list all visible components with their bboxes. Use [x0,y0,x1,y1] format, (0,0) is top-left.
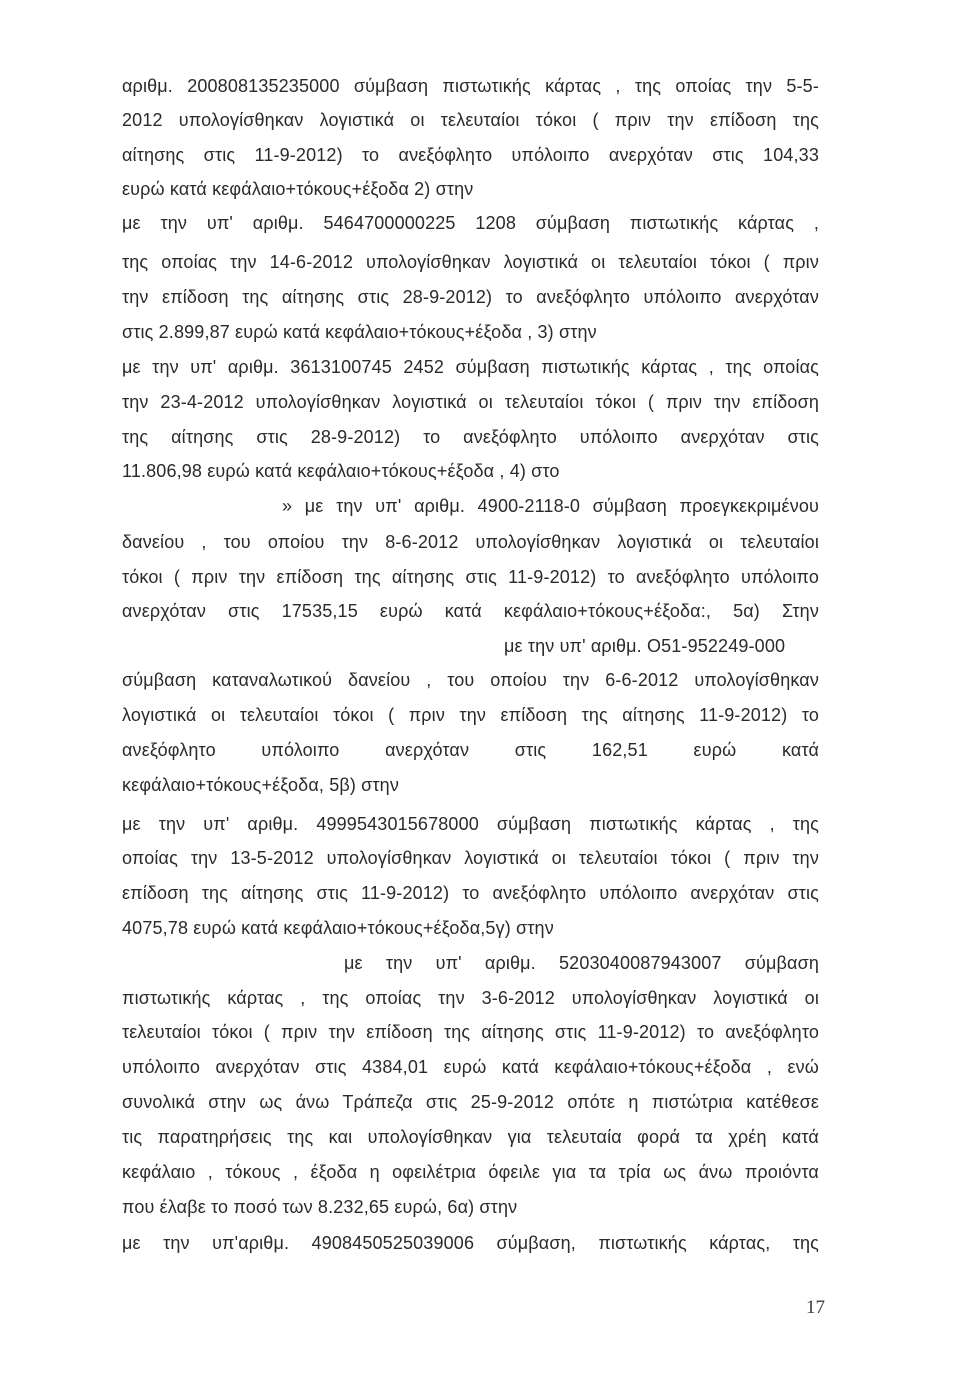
text-line-1: αριθμ. 200808135235000 σύμβαση πιστωτικής κάρτας , της οποίας την 5-5- [122,76,819,96]
text-line-32: κεφάλαιο , τόκους , έξοδα η οφειλέτρια όφειλε για τα τρία ως άνω προιόντα [122,1162,819,1182]
text-line-27: πιστωτικής κάρτας , της οποίας την 3-6-2012 υπολογίσθηκαν λογιστικά οι [122,988,819,1008]
text-line-14: δανείου , του οποίου την 8-6-2012 υπολογίσθηκαν λογιστικά οι τελευταίοι [122,532,819,552]
text-line-15: τόκοι ( πριν την επίδοση της αίτησης στις 11-9-2012) το ανεξόφλητο υπόλοιπο [122,567,819,587]
text-line-30: συνολικά στην ως άνω Τράπεζα στις 25-9-2012 οπότε η πιστώτρια κατέθεσε [122,1092,819,1112]
text-line-18: σύμβαση καταναλωτικού δανείου , του οποίου την 6-6-2012 υπολογίσθηκαν [122,670,819,690]
text-line-16: ανερχόταν στις 17535,15 ευρώ κατά κεφάλαιο+τόκους+έξοδα:, 5α) Στην [122,601,819,621]
page-number: 17 [806,1297,825,1318]
text-line-2: 2012 υπολογίσθηκαν λογιστικά οι τελευταίοι τόκοι ( πριν την επίδοση της [122,110,819,130]
text-line-33: που έλαβε το ποσό των 8.232,65 ευρώ, 6α) στην [122,1197,518,1217]
text-line-34: με την υπ'αριθμ. 4908450525039006 σύμβαση, πιστωτικής κάρτας, της [122,1233,819,1253]
text-line-23: οποίας την 13-5-2012 υπολογίσθηκαν λογιστικά οι τελευταίοι τόκοι ( πριν την [122,848,819,868]
text-line-31: τις παρατηρήσεις της και υπολογίσθηκαν για τελευταία φορά τα χρέη κατά [122,1127,819,1147]
text-line-7: την επίδοση της αίτησης στις 28-9-2012) το ανεξόφλητο υπόλοιπο ανερχόταν [122,287,819,307]
text-line-26: με την υπ' αριθμ. 5203040087943007 σύμβαση [344,953,819,973]
text-line-25: 4075,78 ευρώ κατά κεφάλαιο+τόκους+έξοδα,5γ) στην [122,918,554,938]
text-line-24: επίδοση της αίτησης στις 11-9-2012) το ανεξόφλητο υπόλοιπο ανερχόταν στις [122,883,819,903]
text-line-8: στις 2.899,87 ευρώ κατά κεφάλαιο+τόκους+έξοδα , 3) στην [122,322,597,342]
text-line-10: την 23-4-2012 υπολογίσθηκαν λογιστικά οι τελευταίοι τόκοι ( πριν την επίδοση [122,392,819,412]
text-line-29: υπόλοιπο ανερχόταν στις 4384,01 ευρώ κατά κεφάλαιο+τόκους+έξοδα , ενώ [122,1057,819,1077]
text-line-11: της αίτησης στις 28-9-2012) το ανεξόφλητο υπόλοιπο ανερχόταν στις [122,427,819,447]
text-line-6: της οποίας την 14-6-2012 υπολογίσθηκαν λογιστικά οι τελευταίοι τόκοι ( πριν [122,252,819,272]
text-line-19: λογιστικά οι τελευταίοι τόκοι ( πριν την επίδοση της αίτησης 11-9-2012) το [122,705,819,725]
text-line-3: αίτησης στις 11-9-2012) το ανεξόφλητο υπόλοιπο ανερχόταν στις 104,33 [122,145,819,165]
text-line-4: ευρώ κατά κεφάλαιο+τόκους+έξοδα 2) στην [122,179,474,199]
text-line-22: με την υπ' αριθμ. 4999543015678000 σύμβαση πιστωτικής κάρτας , της [122,814,819,834]
text-line-9: με την υπ' αριθμ. 3613100745 2452 σύμβαση πιστωτικής κάρτας , της οποίας [122,357,819,377]
text-line-20: ανεξόφλητο υπόλοιπο ανερχόταν στις 162,51 ευρώ κατά [122,740,819,760]
text-line-28: τελευταίοι τόκοι ( πριν την επίδοση της αίτησης στις 11-9-2012) το ανεξόφλητο [122,1022,819,1042]
text-line-21: κεφάλαιο+τόκους+έξοδα, 5β) στην [122,775,399,795]
text-line-12: 11.806,98 ευρώ κατά κεφάλαιο+τόκους+έξοδα , 4) στο [122,461,560,481]
text-line-5: με την υπ' αριθμ. 5464700000225 1208 σύμβαση πιστωτικής κάρτας , [122,213,819,233]
text-line-17: με την υπ' αριθμ. O51-952249-000 [504,636,786,656]
text-line-13: » με την υπ' αριθμ. 4900-2118-0 σύμβαση προεγκεκριμένου [282,496,819,516]
